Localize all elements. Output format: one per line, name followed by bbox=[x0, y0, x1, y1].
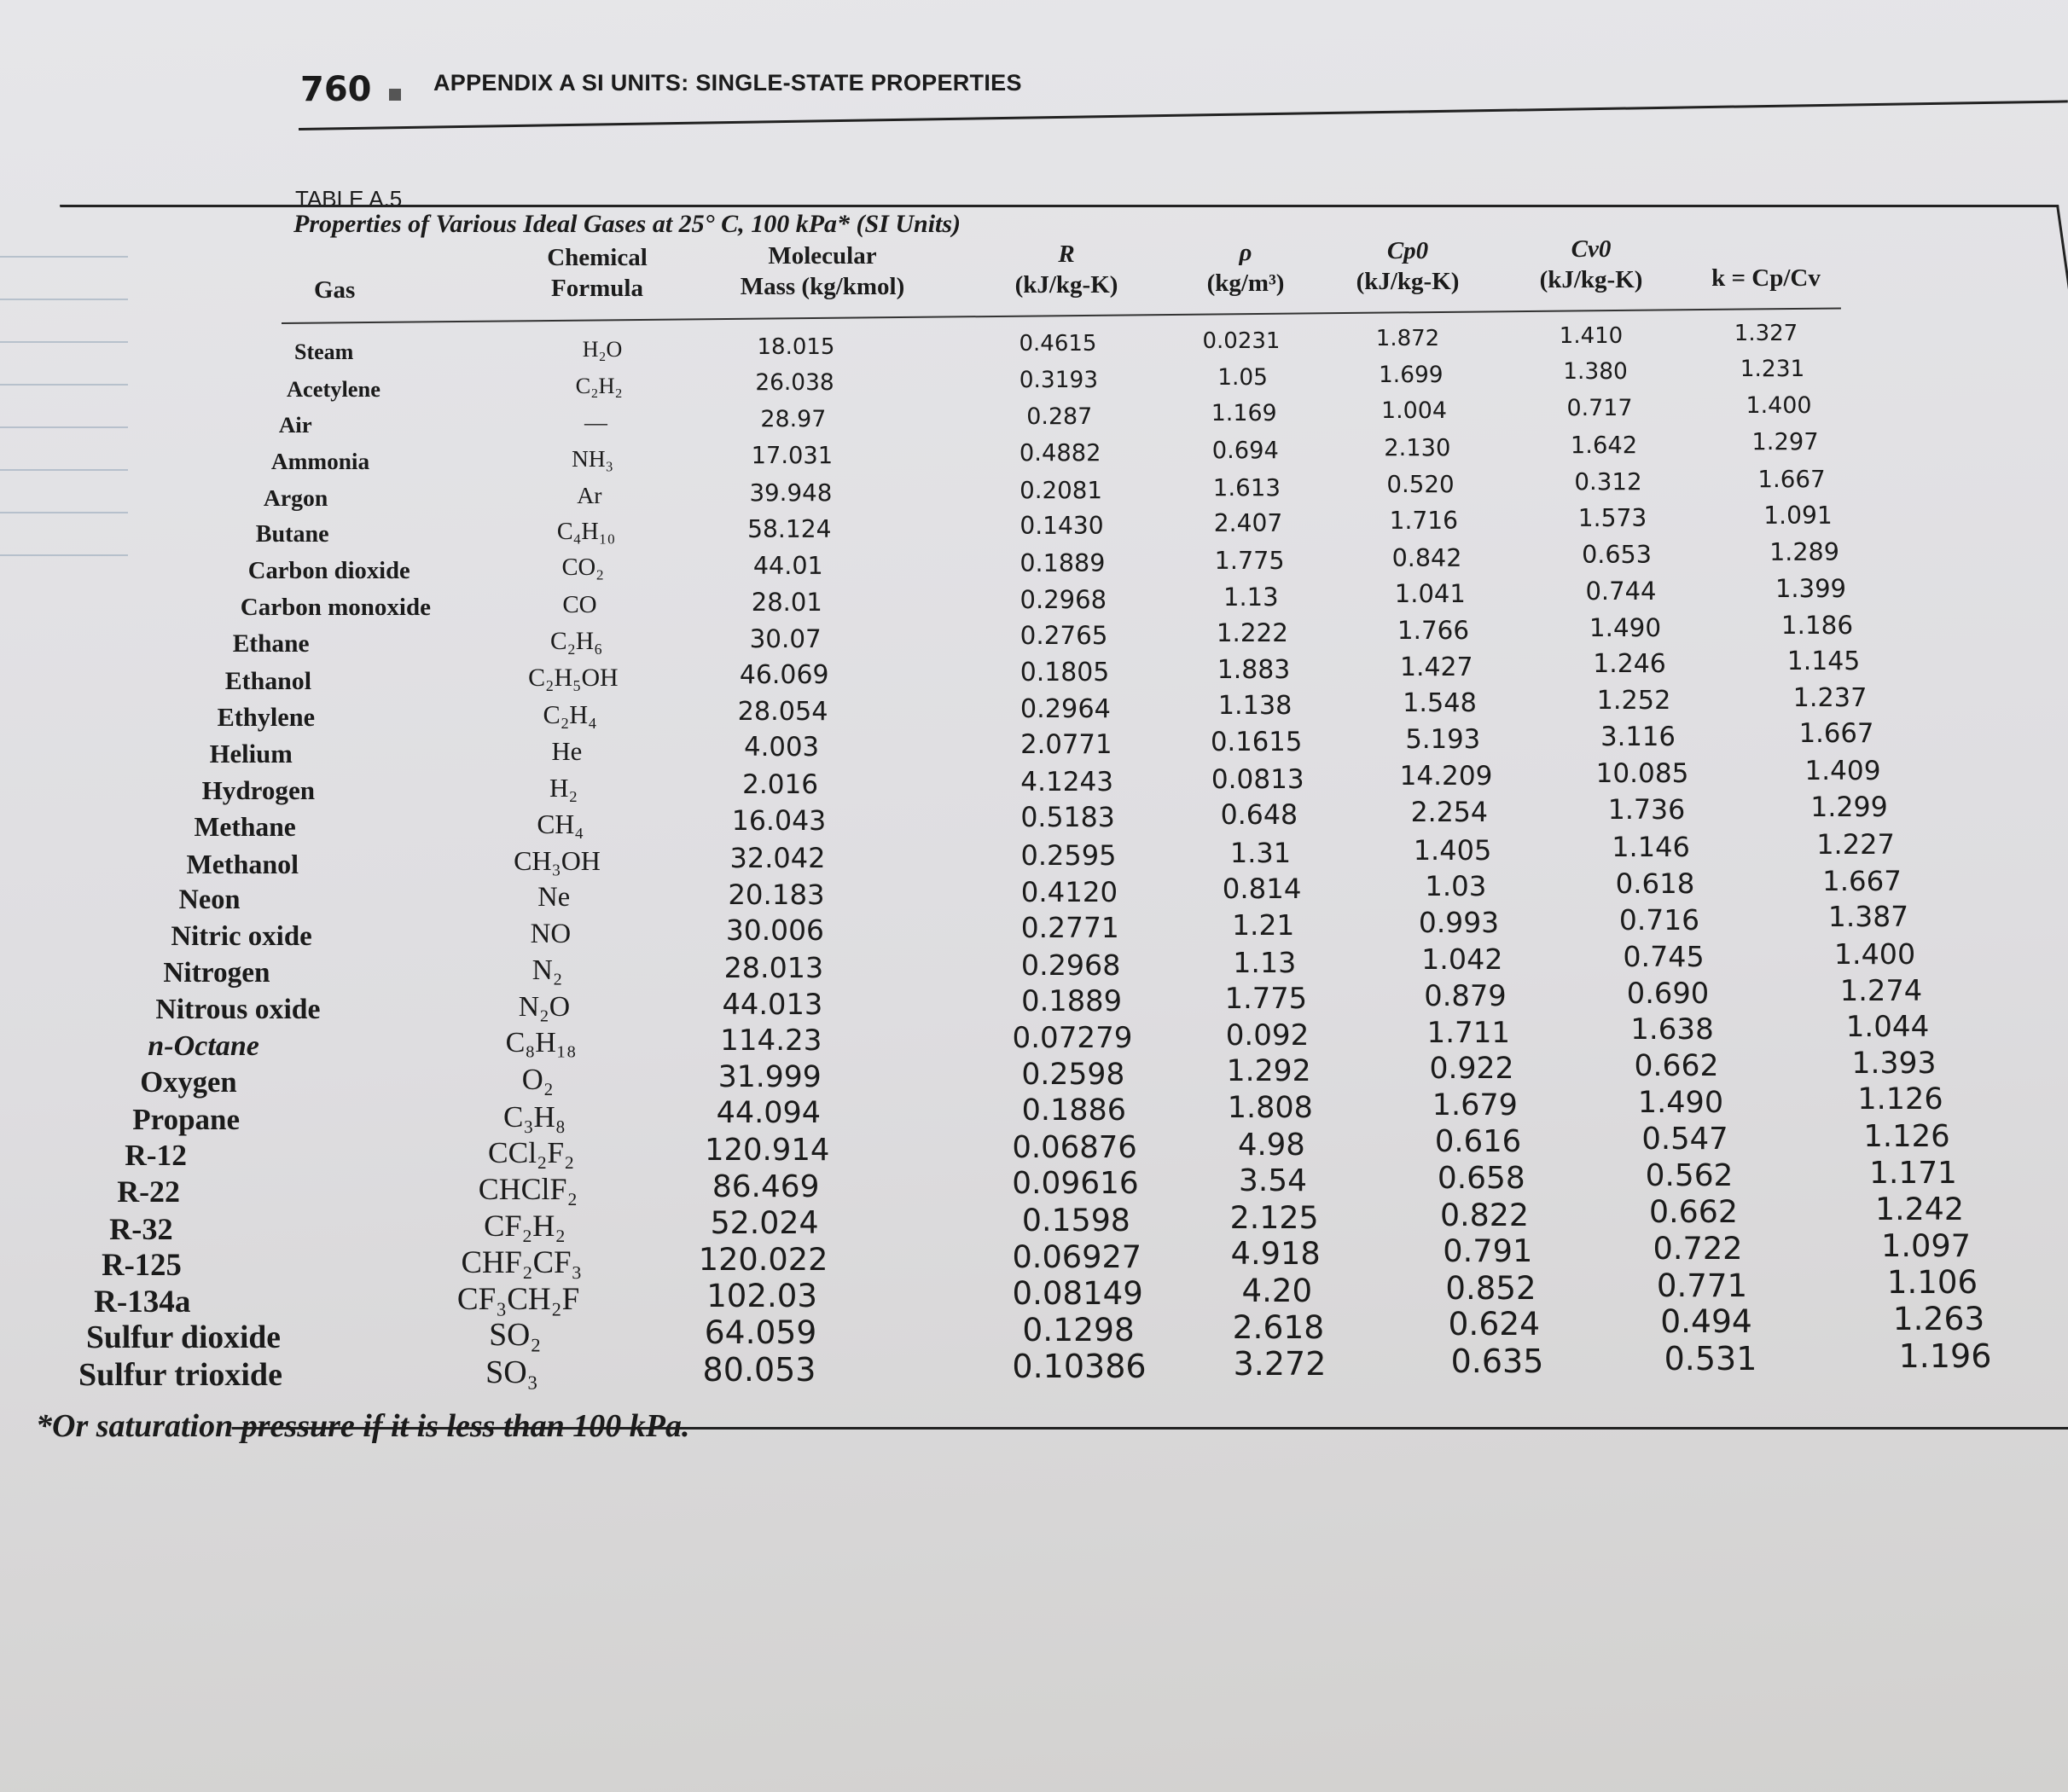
cell-gas-name: Air bbox=[278, 412, 312, 438]
cell-gas-name: Acetylene bbox=[287, 375, 380, 402]
cell-cp0: 1.711 bbox=[1426, 1015, 1511, 1050]
cell-molecular-mass: 18.015 bbox=[757, 333, 835, 360]
cell-density: 3.272 bbox=[1233, 1345, 1327, 1383]
cell-cv0: 10.085 bbox=[1595, 758, 1689, 790]
cell-formula: C₃H₈ bbox=[502, 1099, 566, 1134]
cell-molecular-mass: 17.031 bbox=[751, 443, 834, 470]
cell-density: 1.775 bbox=[1224, 982, 1308, 1016]
column-header-line1 bbox=[1647, 232, 1885, 263]
cell-k-ratio: 1.126 bbox=[1863, 1119, 1950, 1154]
cell-density: 1.31 bbox=[1229, 836, 1292, 869]
column-header-line2: Mass (kg/kmol) bbox=[740, 273, 905, 300]
cell-density: 0.092 bbox=[1225, 1018, 1310, 1053]
column-header-line2: (kJ/kg-K) bbox=[1014, 271, 1118, 299]
column-header-line1: Chemical bbox=[547, 244, 648, 271]
cell-molecular-mass: 30.006 bbox=[725, 913, 824, 948]
cell-k-ratio: 1.297 bbox=[1751, 429, 1819, 456]
cell-formula: C₄H₁₀ bbox=[556, 518, 616, 545]
cell-gas-constant-r: 0.2964 bbox=[1019, 693, 1111, 724]
column-header-line2: (kJ/kg-K) bbox=[1539, 266, 1643, 293]
cell-cp0: 1.041 bbox=[1394, 579, 1466, 609]
cell-gas-name: R-134a bbox=[94, 1284, 191, 1319]
cell-gas-name: Steam bbox=[294, 339, 354, 364]
cell-gas-name: R-32 bbox=[109, 1211, 173, 1246]
cell-molecular-mass: 28.97 bbox=[760, 405, 827, 432]
cell-k-ratio: 1.263 bbox=[1892, 1300, 1985, 1337]
cell-molecular-mass: 44.013 bbox=[722, 987, 823, 1021]
cell-molecular-mass: 44.01 bbox=[752, 551, 823, 581]
cell-cv0: 1.638 bbox=[1630, 1012, 1714, 1047]
cell-formula: CO bbox=[562, 591, 597, 618]
cell-cp0: 1.042 bbox=[1421, 942, 1503, 977]
cell-gas-name: Methane bbox=[194, 811, 296, 842]
cell-gas-name: Oxygen bbox=[140, 1066, 237, 1099]
cell-molecular-mass: 80.053 bbox=[702, 1350, 816, 1389]
cell-cp0: 0.791 bbox=[1443, 1232, 1533, 1270]
cell-molecular-mass: 30.07 bbox=[749, 623, 822, 653]
cell-gas-constant-r: 0.1889 bbox=[1019, 548, 1106, 577]
cell-gas-constant-r: 0.287 bbox=[1026, 403, 1093, 430]
cell-density: 0.0231 bbox=[1202, 328, 1281, 355]
cell-density: 2.618 bbox=[1232, 1308, 1325, 1346]
cell-molecular-mass: 4.003 bbox=[744, 733, 820, 763]
cell-cv0: 3.116 bbox=[1600, 722, 1676, 752]
cell-gas-name: Sulfur trioxide bbox=[78, 1357, 282, 1393]
cell-cp0: 0.993 bbox=[1418, 905, 1500, 939]
table-caption: Properties of Various Ideal Gases at 25° C, 100 kPa* (SI Units) bbox=[293, 210, 961, 238]
cell-cp0: 1.699 bbox=[1379, 361, 1444, 388]
cell-k-ratio: 1.400 bbox=[1833, 937, 1916, 971]
cell-gas-name: R-12 bbox=[125, 1138, 187, 1173]
cell-cp0: 5.193 bbox=[1405, 724, 1481, 755]
column-header-line1: Cv0 bbox=[1571, 235, 1612, 263]
cell-density: 1.169 bbox=[1211, 400, 1277, 427]
cell-gas-constant-r: 0.2765 bbox=[1019, 621, 1108, 651]
cell-k-ratio: 1.145 bbox=[1786, 647, 1861, 677]
cell-density: 1.292 bbox=[1226, 1054, 1311, 1089]
cell-k-ratio: 1.227 bbox=[1816, 828, 1895, 861]
cell-density: 2.407 bbox=[1213, 509, 1283, 538]
header-rule bbox=[299, 100, 2068, 130]
cell-formula: C₂H₄ bbox=[543, 699, 597, 729]
cell-formula: CCl₂F₂ bbox=[487, 1135, 575, 1170]
cell-molecular-mass: 58.124 bbox=[747, 514, 832, 543]
cell-gas-constant-r: 0.1889 bbox=[1021, 984, 1123, 1018]
cell-gas-constant-r: 0.1430 bbox=[1019, 512, 1104, 541]
cell-cv0: 1.573 bbox=[1577, 503, 1647, 532]
cell-formula: CF₂H₂ bbox=[484, 1209, 566, 1244]
cell-density: 4.98 bbox=[1237, 1127, 1305, 1163]
cell-formula: NH₃ bbox=[572, 445, 614, 472]
cell-gas-name: n-Octane bbox=[148, 1029, 259, 1062]
cell-cp0: 0.879 bbox=[1424, 978, 1507, 1012]
cell-gas-name: Ammonia bbox=[270, 448, 370, 474]
cell-cv0: 0.745 bbox=[1623, 940, 1705, 974]
cell-gas-name: Neon bbox=[178, 884, 241, 916]
cell-density: 0.1615 bbox=[1210, 727, 1303, 757]
cell-formula: N₂O bbox=[518, 990, 571, 1023]
cell-gas-name: Propane bbox=[132, 1102, 241, 1136]
cell-cv0: 1.642 bbox=[1570, 432, 1638, 459]
column-header-line1: ρ bbox=[1239, 239, 1252, 266]
cell-density: 0.648 bbox=[1220, 800, 1298, 832]
cell-gas-constant-r: 0.5183 bbox=[1020, 803, 1115, 834]
cell-gas-constant-r: 2.0771 bbox=[1020, 730, 1112, 761]
cell-gas-name: Hydrogen bbox=[201, 775, 316, 806]
cell-molecular-mass: 28.054 bbox=[737, 696, 828, 727]
cell-k-ratio: 1.196 bbox=[1898, 1337, 1992, 1375]
column-header-chemical-formula bbox=[478, 242, 717, 304]
cell-gas-constant-r: 0.07279 bbox=[1012, 1020, 1133, 1055]
cell-formula: SO₂ bbox=[489, 1318, 542, 1354]
cell-k-ratio: 1.399 bbox=[1775, 573, 1847, 603]
cell-k-ratio: 1.667 bbox=[1822, 864, 1902, 897]
cell-formula: CHF₂CF₃ bbox=[461, 1244, 583, 1279]
cell-cp0: 1.03 bbox=[1425, 870, 1487, 903]
cell-gas-constant-r: 0.08149 bbox=[1012, 1275, 1143, 1313]
cell-gas-name: Ethylene bbox=[217, 703, 316, 733]
cell-density: 1.613 bbox=[1212, 473, 1281, 502]
cell-cp0: 2.130 bbox=[1384, 434, 1451, 461]
cell-gas-constant-r: 0.1805 bbox=[1019, 657, 1110, 687]
cell-gas-name: Argon bbox=[263, 484, 328, 512]
cell-cp0: 1.679 bbox=[1432, 1087, 1518, 1122]
cell-cp0: 0.822 bbox=[1440, 1196, 1529, 1233]
cell-gas-constant-r: 0.09616 bbox=[1012, 1166, 1139, 1202]
cell-cv0: 1.246 bbox=[1593, 649, 1666, 680]
cell-molecular-mass: 32.042 bbox=[729, 842, 826, 875]
page-number: 760 bbox=[300, 70, 372, 109]
cell-gas-name: Nitric oxide bbox=[171, 920, 312, 952]
cell-k-ratio: 1.667 bbox=[1757, 465, 1826, 493]
cell-k-ratio: 1.387 bbox=[1827, 900, 1909, 934]
cell-cp0: 0.635 bbox=[1450, 1343, 1544, 1380]
cell-formula: CHClF₂ bbox=[478, 1171, 578, 1206]
notebook-lines bbox=[0, 256, 128, 682]
cell-cv0: 0.562 bbox=[1645, 1157, 1734, 1193]
column-header-line1: Molecular bbox=[768, 242, 877, 270]
cell-k-ratio: 1.409 bbox=[1804, 755, 1881, 786]
cell-molecular-mass: 114.23 bbox=[720, 1024, 822, 1058]
cell-k-ratio: 1.171 bbox=[1869, 1155, 1957, 1191]
cell-gas-name: Helium bbox=[209, 739, 293, 768]
cell-formula: H₂O bbox=[582, 336, 623, 362]
cell-molecular-mass: 86.469 bbox=[712, 1169, 820, 1204]
header-square-icon bbox=[389, 89, 401, 101]
cell-gas-name: R-125 bbox=[102, 1247, 182, 1283]
cell-gas-constant-r: 0.2968 bbox=[1020, 948, 1121, 982]
cell-molecular-mass: 102.03 bbox=[706, 1278, 817, 1315]
cell-k-ratio: 1.186 bbox=[1780, 610, 1854, 640]
cell-cv0: 0.618 bbox=[1615, 867, 1695, 900]
cell-cp0: 0.616 bbox=[1434, 1124, 1522, 1160]
cell-cp0: 0.520 bbox=[1386, 470, 1455, 499]
cell-density: 1.883 bbox=[1217, 654, 1291, 685]
cell-gas-name: Nitrous oxide bbox=[155, 993, 321, 1025]
footnote: *Or saturation pressure if it is less than 100 kPa. bbox=[36, 1408, 690, 1444]
cell-cv0: 1.410 bbox=[1559, 322, 1624, 349]
cell-cp0: 0.842 bbox=[1391, 542, 1462, 572]
cell-gas-constant-r: 0.06876 bbox=[1012, 1129, 1137, 1165]
cell-molecular-mass: 120.022 bbox=[698, 1240, 828, 1278]
cell-molecular-mass: 28.013 bbox=[723, 950, 824, 984]
cell-gas-name: R-22 bbox=[117, 1174, 180, 1209]
cell-density: 4.918 bbox=[1230, 1235, 1321, 1273]
cell-k-ratio: 1.231 bbox=[1740, 356, 1805, 383]
cell-molecular-mass: 31.999 bbox=[717, 1059, 822, 1094]
cell-k-ratio: 1.237 bbox=[1792, 682, 1868, 713]
cell-cv0: 0.547 bbox=[1641, 1122, 1728, 1157]
cell-cv0: 0.744 bbox=[1585, 577, 1657, 606]
cell-density: 2.125 bbox=[1229, 1198, 1319, 1236]
cell-cv0: 0.716 bbox=[1618, 902, 1700, 937]
cell-density: 1.138 bbox=[1217, 691, 1292, 722]
cell-gas-name: Carbon monoxide bbox=[240, 594, 431, 622]
column-header-line2: Gas bbox=[314, 276, 356, 304]
cell-molecular-mass: 28.01 bbox=[751, 587, 822, 617]
cell-formula: CO₂ bbox=[561, 554, 605, 582]
cell-cv0: 0.312 bbox=[1574, 467, 1642, 496]
cell-k-ratio: 1.400 bbox=[1746, 391, 1812, 419]
cell-cv0: 0.494 bbox=[1660, 1302, 1752, 1341]
cell-gas-constant-r: 0.2598 bbox=[1021, 1057, 1125, 1092]
cell-cv0: 1.736 bbox=[1607, 794, 1686, 826]
cell-k-ratio: 1.327 bbox=[1734, 320, 1798, 346]
cell-cp0: 1.872 bbox=[1375, 326, 1440, 351]
cell-cv0: 1.490 bbox=[1637, 1085, 1724, 1120]
cell-gas-name: Methanol bbox=[186, 848, 299, 879]
cell-k-ratio: 1.289 bbox=[1769, 537, 1839, 567]
cell-k-ratio: 1.106 bbox=[1886, 1264, 1978, 1302]
cell-cp0: 1.716 bbox=[1389, 507, 1459, 535]
cell-formula: CH₄ bbox=[537, 809, 584, 839]
cell-cv0: 0.722 bbox=[1653, 1230, 1743, 1267]
cell-gas-name: Nitrogen bbox=[163, 957, 270, 989]
cell-cv0: 1.252 bbox=[1596, 685, 1671, 716]
cell-gas-name: Sulfur dioxide bbox=[86, 1320, 281, 1356]
cell-density: 0.0813 bbox=[1211, 763, 1304, 795]
table-label: TABLE A.5 bbox=[295, 186, 403, 212]
cell-gas-constant-r: 0.2771 bbox=[1020, 911, 1119, 945]
cell-density: 4.20 bbox=[1241, 1273, 1313, 1309]
cell-molecular-mass: 2.016 bbox=[742, 768, 819, 800]
cell-formula: NO bbox=[530, 918, 572, 949]
cell-gas-name: Carbon dioxide bbox=[247, 557, 410, 584]
cell-molecular-mass: 20.183 bbox=[728, 878, 825, 911]
cell-cv0: 0.531 bbox=[1664, 1339, 1757, 1377]
cell-density: 1.13 bbox=[1233, 945, 1297, 979]
cell-cv0: 0.662 bbox=[1649, 1193, 1738, 1231]
cell-cp0: 0.922 bbox=[1429, 1052, 1514, 1087]
cell-k-ratio: 1.091 bbox=[1763, 501, 1833, 530]
cell-density: 0.814 bbox=[1222, 873, 1302, 906]
cell-gas-constant-r: 0.1298 bbox=[1022, 1310, 1135, 1348]
cell-formula: — bbox=[584, 409, 607, 435]
cell-density: 1.05 bbox=[1217, 363, 1268, 391]
cell-gas-constant-r: 0.3193 bbox=[1019, 367, 1099, 393]
cell-cp0: 1.405 bbox=[1413, 833, 1492, 867]
cell-cp0: 14.209 bbox=[1399, 761, 1493, 792]
cell-cv0: 0.653 bbox=[1582, 540, 1652, 570]
column-header-line1: R bbox=[1058, 241, 1075, 268]
cell-cv0: 1.146 bbox=[1612, 831, 1690, 864]
cell-gas-constant-r: 0.1598 bbox=[1021, 1202, 1130, 1238]
cell-cv0: 0.717 bbox=[1566, 395, 1633, 421]
cell-gas-constant-r: 0.2968 bbox=[1019, 584, 1107, 614]
cell-formula: O₂ bbox=[521, 1063, 554, 1096]
cell-gas-constant-r: 0.06927 bbox=[1012, 1238, 1142, 1275]
cell-molecular-mass: 26.038 bbox=[755, 369, 834, 397]
cell-gas-constant-r: 0.4882 bbox=[1019, 440, 1101, 467]
cell-cp0: 1.766 bbox=[1397, 615, 1470, 645]
cell-cp0: 0.852 bbox=[1445, 1269, 1536, 1307]
cell-formula: C₂H₆ bbox=[550, 627, 603, 655]
cell-molecular-mass: 64.059 bbox=[704, 1314, 817, 1351]
cell-k-ratio: 1.667 bbox=[1798, 719, 1874, 750]
cell-gas-constant-r: 0.10386 bbox=[1012, 1348, 1147, 1386]
cell-formula: Ar bbox=[577, 482, 602, 509]
cell-gas-name: Ethane bbox=[232, 629, 310, 658]
cell-molecular-mass: 44.094 bbox=[716, 1096, 822, 1131]
cell-density: 0.694 bbox=[1211, 438, 1279, 464]
cell-k-ratio: 1.274 bbox=[1839, 973, 1923, 1007]
cell-density: 3.54 bbox=[1239, 1163, 1307, 1199]
column-header-line1: Cp0 bbox=[1386, 237, 1429, 264]
cell-gas-constant-r: 0.1886 bbox=[1021, 1093, 1127, 1128]
cell-formula: C₂H₂ bbox=[575, 373, 623, 399]
cell-density: 1.808 bbox=[1227, 1091, 1313, 1125]
cell-formula: N₂ bbox=[532, 954, 563, 987]
cell-cp0: 1.427 bbox=[1400, 652, 1473, 682]
cell-k-ratio: 1.393 bbox=[1851, 1046, 1937, 1081]
cell-cp0: 0.658 bbox=[1437, 1161, 1525, 1196]
cell-cp0: 1.548 bbox=[1403, 688, 1477, 719]
cell-k-ratio: 1.126 bbox=[1857, 1082, 1943, 1117]
cell-cp0: 0.624 bbox=[1448, 1305, 1541, 1343]
cell-cv0: 0.690 bbox=[1626, 976, 1710, 1010]
cell-formula: C₈H₁₈ bbox=[505, 1027, 577, 1059]
cell-formula: SO₃ bbox=[485, 1354, 538, 1390]
cell-formula: Ne bbox=[537, 881, 571, 913]
cell-molecular-mass: 52.024 bbox=[710, 1204, 819, 1242]
cell-gas-constant-r: 0.2081 bbox=[1019, 475, 1103, 504]
cell-k-ratio: 1.044 bbox=[1845, 1010, 1930, 1045]
cell-gas-name: Ethanol bbox=[224, 666, 312, 695]
column-header-k-ratio bbox=[1647, 232, 1885, 293]
column-header-line2: Formula bbox=[551, 275, 643, 302]
cell-molecular-mass: 16.043 bbox=[731, 805, 827, 837]
cell-formula: C₂H₅OH bbox=[528, 664, 619, 693]
cell-cp0: 2.254 bbox=[1410, 797, 1489, 828]
cell-k-ratio: 1.299 bbox=[1810, 792, 1888, 823]
cell-cv0: 0.662 bbox=[1634, 1048, 1719, 1083]
cell-density: 1.775 bbox=[1214, 545, 1285, 575]
cell-cv0: 1.490 bbox=[1589, 612, 1662, 642]
cell-gas-constant-r: 0.4120 bbox=[1020, 875, 1118, 908]
column-header-line2: (kg/m³) bbox=[1206, 270, 1285, 297]
cell-formula: H₂ bbox=[549, 773, 578, 803]
cell-gas-constant-r: 0.2595 bbox=[1020, 838, 1117, 872]
cell-density: 1.13 bbox=[1223, 582, 1279, 612]
cell-cp0: 1.004 bbox=[1381, 397, 1447, 425]
cell-molecular-mass: 120.914 bbox=[705, 1133, 830, 1168]
cell-k-ratio: 1.097 bbox=[1880, 1227, 1972, 1264]
cell-density: 1.21 bbox=[1232, 908, 1295, 942]
column-header-molecular-mass bbox=[703, 241, 942, 302]
cell-gas-constant-r: 0.4615 bbox=[1019, 331, 1097, 357]
header-underline bbox=[282, 307, 1841, 324]
cell-molecular-mass: 39.948 bbox=[749, 478, 833, 507]
cell-gas-constant-r: 4.1243 bbox=[1020, 766, 1114, 797]
cell-formula: He bbox=[551, 736, 583, 766]
cell-formula: CF₃CH₂F bbox=[456, 1281, 580, 1317]
column-header-line2: (kJ/kg-K) bbox=[1356, 268, 1460, 295]
cell-cv0: 0.771 bbox=[1656, 1267, 1748, 1304]
cell-molecular-mass: 46.069 bbox=[739, 660, 829, 691]
cell-density: 1.222 bbox=[1216, 618, 1288, 648]
cell-formula: CH₃OH bbox=[514, 845, 601, 877]
cell-cv0: 1.380 bbox=[1563, 358, 1628, 386]
section-title: APPENDIX A SI UNITS: SINGLE-STATE PROPERTIES bbox=[433, 70, 1022, 96]
cell-k-ratio: 1.242 bbox=[1875, 1191, 1964, 1228]
column-header-line2: k = Cp/Cv bbox=[1711, 264, 1821, 292]
cell-gas-name: Butane bbox=[255, 521, 329, 548]
